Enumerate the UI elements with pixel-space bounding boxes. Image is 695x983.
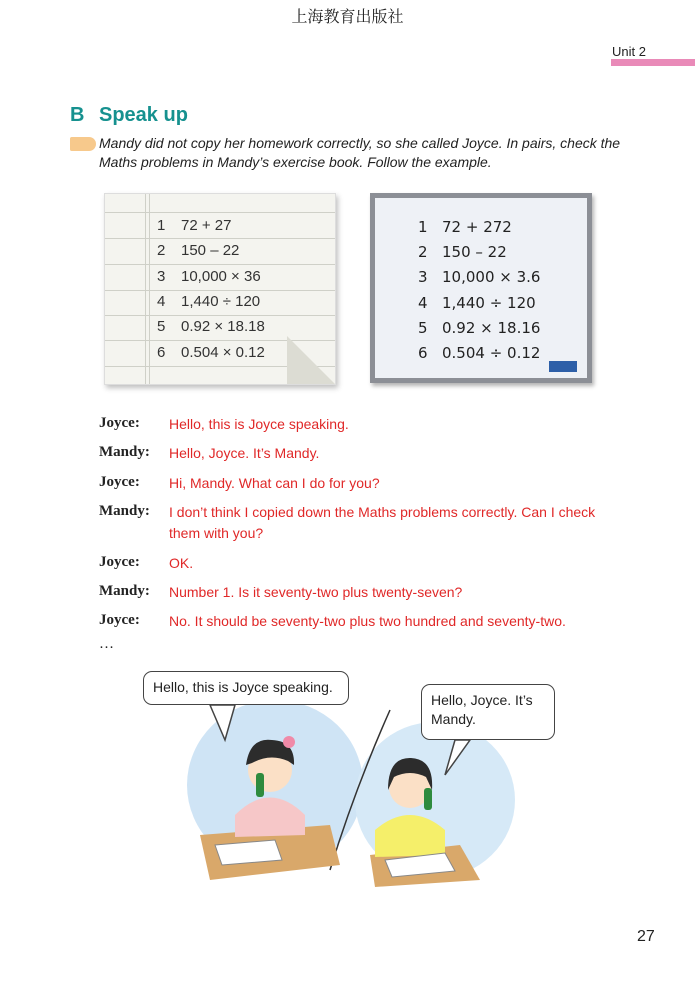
notebook-item: 4 1,440 ÷ 120 xyxy=(157,293,261,310)
dialogue-line: Number 1. Is it seventy-two plus twenty-seven? xyxy=(169,584,463,600)
notebook-item: 3 10,000 × 36 xyxy=(157,268,261,285)
pencil-icon xyxy=(70,137,96,151)
page-number: 27 xyxy=(637,928,655,945)
publisher-header: 上海教育出版社 xyxy=(291,7,404,26)
dialogue-line: No. It should be seventy-two plus two hundred and seventy-two. xyxy=(169,613,566,629)
whiteboard-item: 1 72 + 272 xyxy=(418,218,512,236)
instructions-text: Mandy did not copy her homework correctly, so she called Joyce. In pairs, check the Maths problems in Mandy’s exercise book. Follow the example. xyxy=(99,135,621,170)
whiteboard-item: 6 0.504 ÷ 0.12 xyxy=(418,344,541,362)
notebook-item: 6 0.504 × 0.12 xyxy=(157,344,265,361)
speech-bubble-joyce: Hello, this is Joyce speaking. xyxy=(143,671,349,705)
dialogue-line: OK. xyxy=(169,555,194,571)
exercise-book xyxy=(104,193,336,385)
notebook-item: 1 72 + 27 xyxy=(157,217,232,234)
notebook-item: 5 0.92 × 18.18 xyxy=(157,318,265,335)
dialogue-line: I don’t think I copied down the Maths problems correctly. Can I check them with you? xyxy=(169,504,596,541)
whiteboard-item: 3 10,000 × 3.6 xyxy=(418,268,541,286)
speaker-label: Joyce: xyxy=(99,612,140,628)
notebook-item: 2 150 – 22 xyxy=(157,242,240,259)
whiteboard xyxy=(370,193,592,383)
section-letter: B xyxy=(70,104,85,126)
dialogue-line: Hi, Mandy. What can I do for you? xyxy=(169,475,380,491)
speaker-label: Joyce: xyxy=(99,554,140,570)
speaker-label: Mandy: xyxy=(99,583,150,599)
speaker-label: Mandy: xyxy=(99,444,150,460)
whiteboard-item: 4 1,440 ÷ 120 xyxy=(418,294,536,312)
speaker-label: Joyce: xyxy=(99,415,140,431)
speaker-label: Mandy: xyxy=(99,503,150,519)
dialogue-line: Hello, Joyce. It’s Mandy. xyxy=(169,445,320,461)
speaker-label: Joyce: xyxy=(99,474,140,490)
ellipsis: … xyxy=(99,636,114,652)
page-curl xyxy=(287,336,335,384)
unit-label: Unit 2 xyxy=(612,44,646,59)
speech-bubble-mandy: Hello, Joyce. It’s Mandy. xyxy=(421,684,555,740)
whiteboard-item: 2 150 – 22 xyxy=(418,243,507,261)
unit-bar xyxy=(611,59,695,66)
dialogue-line: Hello, this is Joyce speaking. xyxy=(169,416,349,432)
eraser-icon xyxy=(549,361,577,372)
whiteboard-item: 5 0.92 × 18.16 xyxy=(418,319,541,337)
section-title: Speak up xyxy=(99,104,188,126)
